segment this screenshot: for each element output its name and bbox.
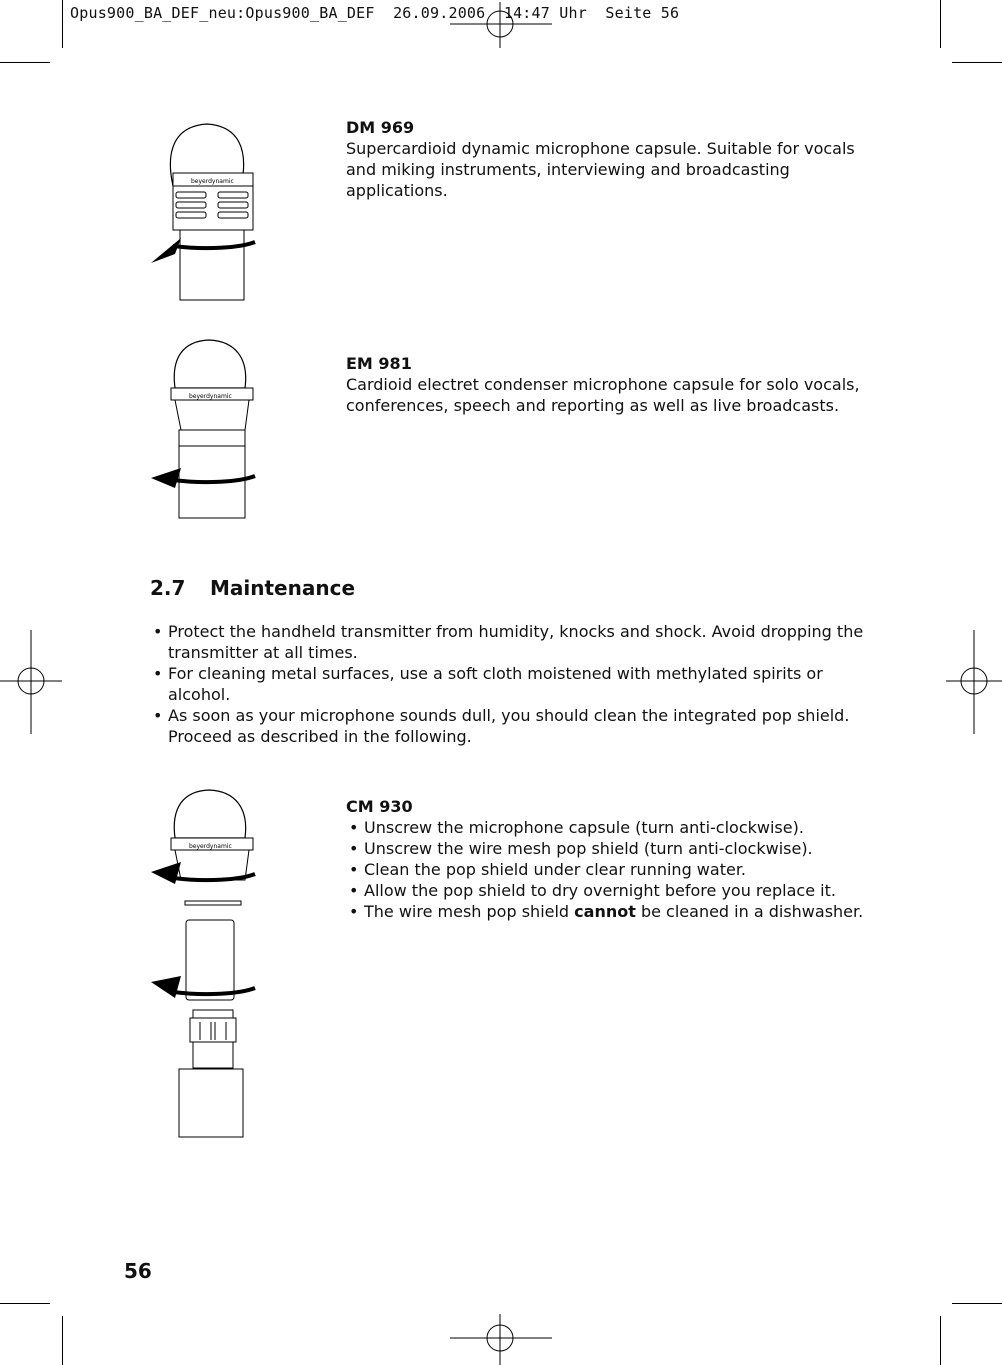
- dm969-description: [346, 117, 886, 201]
- em981-text: Cardioid electret condenser microphone capsule for solo vocals, conferences, speech and reporting as well as live broadcasts.: [346, 375, 860, 415]
- crop-mark: [62, 0, 63, 48]
- section-number: 2.7: [150, 576, 186, 600]
- crop-mark: [940, 0, 941, 48]
- crop-mark: [0, 62, 50, 63]
- registration-mark-left: [0, 630, 62, 734]
- registration-mark-bottom: [450, 1314, 552, 1365]
- list-item: • Unscrew the microphone capsule (turn anti-clockwise).: [346, 817, 906, 838]
- cm930-title: CM 930: [346, 797, 413, 816]
- cm930-capsule-illustration: [145, 788, 265, 1140]
- list-item: • As soon as your microphone sounds dull, you should clean the integrated pop shield. Proceed as described in the following.: [150, 705, 880, 747]
- list-item: • Allow the pop shield to dry overnight before you replace it.: [346, 880, 906, 901]
- cm930-last-pre: The wire mesh pop shield: [364, 902, 575, 921]
- brand-label: beyerdynamic: [189, 393, 232, 400]
- em981-capsule-illustration: [145, 338, 265, 520]
- list-item: • Clean the pop shield under clear running water.: [346, 859, 906, 880]
- maintenance-list: [150, 621, 880, 747]
- page-number: 56: [124, 1259, 152, 1283]
- em981-description: [346, 353, 866, 416]
- list-item: • Protect the handheld transmitter from humidity, knocks and shock. Avoid dropping the transmitter at all times.: [150, 621, 880, 663]
- registration-mark-top: [450, 2, 552, 48]
- dm969-text: Supercardioid dynamic microphone capsule. Suitable for vocals and miking instruments, interviewing and broadcasting applications.: [346, 139, 855, 200]
- list-item: • For cleaning metal surfaces, use a soft cloth moistened with methylated spirits or alcohol.: [150, 663, 880, 705]
- crop-mark: [940, 1316, 941, 1365]
- em981-title: EM 981: [346, 354, 412, 373]
- section-heading: [150, 576, 355, 600]
- cm930-description: [346, 796, 906, 922]
- crop-mark: [0, 1303, 50, 1304]
- dm969-capsule-illustration: [145, 120, 265, 305]
- cm930-last-bold: cannot: [574, 902, 636, 921]
- dm969-title: DM 969: [346, 118, 415, 137]
- section-title: Maintenance: [210, 576, 356, 600]
- registration-mark-right: [946, 630, 1002, 734]
- crop-mark: [952, 62, 1002, 63]
- print-slug: Opus900_BA_DEF_neu:Opus900_BA_DEF 26.09.2006 14:47 Uhr Seite 56: [70, 4, 680, 22]
- brand-label: beyerdynamic: [189, 843, 232, 850]
- list-item: • Unscrew the wire mesh pop shield (turn anti-clockwise).: [346, 838, 906, 859]
- crop-mark: [62, 1316, 63, 1365]
- crop-mark: [952, 1303, 1002, 1304]
- list-item: [346, 901, 906, 922]
- cm930-last-post: be cleaned in a dishwasher.: [635, 902, 864, 921]
- brand-label: beyerdynamic: [191, 178, 234, 185]
